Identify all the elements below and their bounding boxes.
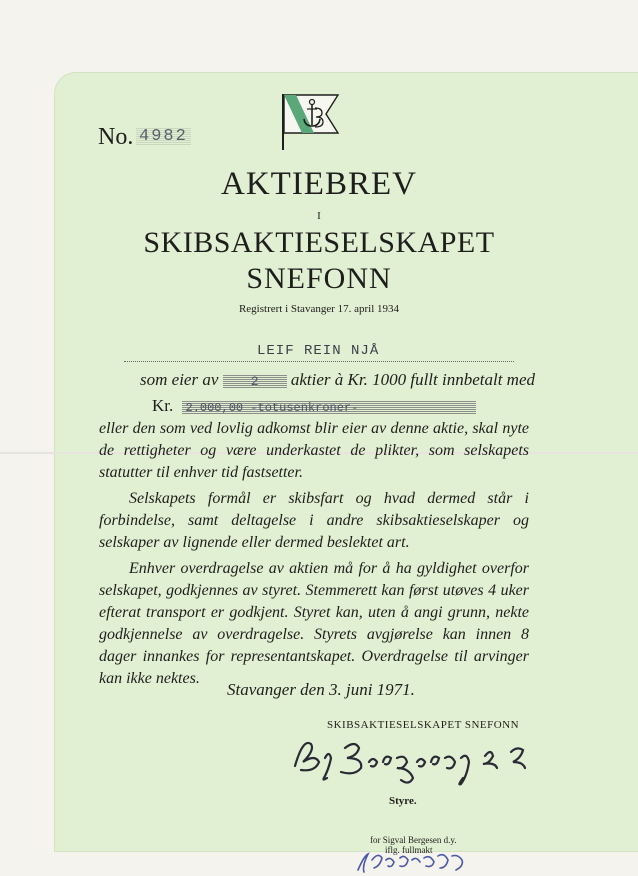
document-title: AKTIEBREV [221,166,417,202]
amount-line [152,396,476,416]
proxy-line-2: iflg. fullmakt [385,845,433,855]
share-count: 2 [223,374,287,389]
registration-note: Registrert i Stavanger 17. april 1934 [238,303,400,315]
owns-suffix: aktier à Kr. 1000 fullt innbetalt med [290,370,536,389]
share-ownership-line [140,370,535,390]
paid-amount: 2.000,00 -totusenkroner- [182,401,476,415]
proxy-signature [352,846,472,874]
company-name-line2: SNEFONN [246,262,392,295]
paragraph-transfer-text: Enhver overdragelse av aktien må for å ha gyldighet overfor selskapet, godkjennes av styret. Stemmerett kan først utøves 4 uker efterat transport er godkjent. Styret kan, uten å angi grunn, nekte godkjennelse av overdragelse. Styrets avgjørelse kan innen 8 dager innankes for representantskapet. Overdragelse til arvinger kan ikke nektes. [99,560,529,687]
kr-label: Kr. [152,396,174,415]
title-connector: I [317,210,321,222]
name-dotted-line [124,361,514,362]
paragraph-transfer [99,558,529,690]
board-signature [285,728,535,788]
company-name-line1: SKIBSAKTIESELSKAPET [143,226,495,259]
paragraph-rights-text: eller den som ved lovlig adkomst blir eier av denne aktie, skal nyte de rettigheter og være underkastet de plikter, som selskapets statutter til enhver tid fastsetter. [99,420,529,481]
owns-prefix: som eier av [140,370,219,389]
paragraph-purpose-text: Selskapets formål er skibsfart og hvad dermed står i forbindelse, samt deltagelse i andre skibsaktieselskaper og selskaper av lignende eller dermed beslektet art. [99,490,529,551]
certificate-number-label: No. [98,124,134,150]
flag-emblem-icon [280,92,340,150]
proxy-line-1: for Sigval Bergesen d.y. [370,835,457,845]
place-and-date: Stavanger den 3. juni 1971. [227,680,415,699]
paragraph-purpose [99,488,529,554]
shareholder-name: LEIF REIN NJÅ [257,343,380,359]
signing-company: SKIBSAKTIESELSKAPET SNEFONN [327,719,520,731]
paragraph-rights [99,418,529,484]
certificate-number: 4982 [136,127,191,146]
board-label: Styre. [389,795,417,807]
